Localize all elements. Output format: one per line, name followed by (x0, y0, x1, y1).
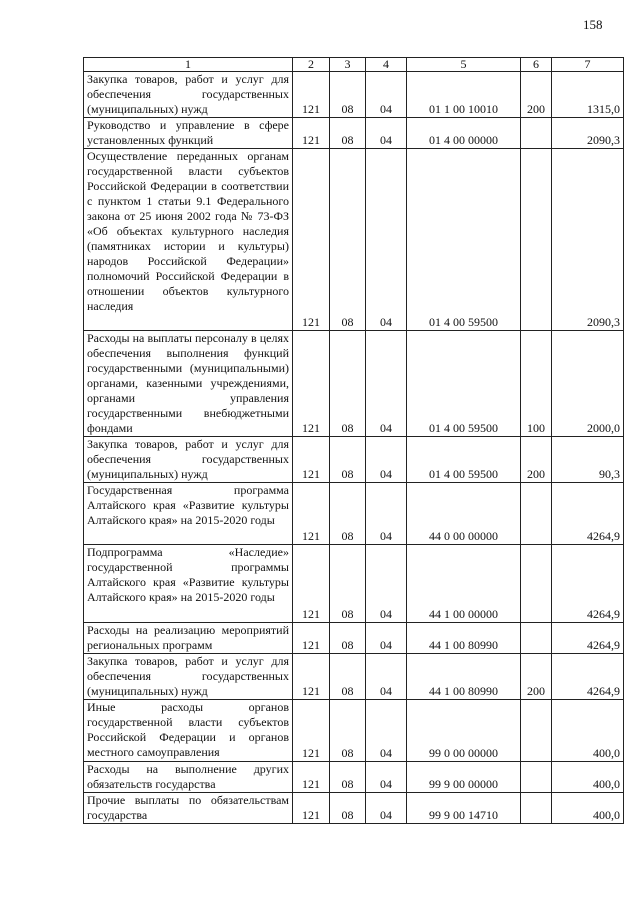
ministry-code-cell: 121 (293, 149, 330, 331)
section-code-cell: 08 (330, 793, 366, 824)
ministry-code-cell: 121 (293, 793, 330, 824)
page-number: 158 (583, 17, 603, 32)
row-name-cell: Расходы на выплаты персоналу в целях обеспечения выполнения функций государственными (муниципальными) органами, казенными учреждениями, органами управления государственными внебюджетными фондами (84, 331, 293, 437)
section-code-cell: 08 (330, 149, 366, 331)
subsection-code-cell: 04 (366, 545, 407, 623)
amount-cell: 400,0 (552, 700, 624, 762)
target-article-cell: 44 0 00 00000 (407, 483, 521, 545)
header-cell-4: 4 (366, 58, 407, 72)
amount-cell: 400,0 (552, 793, 624, 824)
budget-table (83, 57, 624, 824)
section-code-cell: 08 (330, 72, 366, 118)
row-name-cell: Прочие выплаты по обязательствам государства (84, 793, 293, 824)
expense-type-cell: 100 (521, 331, 552, 437)
expense-type-cell: 200 (521, 654, 552, 700)
target-article-cell: 44 1 00 80990 (407, 623, 521, 654)
target-article-cell: 44 1 00 00000 (407, 545, 521, 623)
table-row (84, 623, 624, 654)
amount-cell: 4264,9 (552, 545, 624, 623)
header-cell-3: 3 (330, 58, 366, 72)
target-article-cell: 01 4 00 59500 (407, 437, 521, 483)
expense-type-cell (521, 483, 552, 545)
expense-type-cell (521, 623, 552, 654)
expense-type-cell (521, 762, 552, 793)
target-article-cell: 01 4 00 00000 (407, 118, 521, 149)
row-name-cell: Осуществление переданных органам государственной власти субъектов Российской Федерации в соответствии с пунктом 1 статьи 9.1 Федерального закона от 25 июня 2002 года № 73-ФЗ «Об объектах культурного наследия (памятниках истории и культуры) народов Российской Федерации» полномочий Российской Федерации в отношении объектов культурного наследия (84, 149, 293, 331)
table-row (84, 72, 624, 118)
target-article-cell: 44 1 00 80990 (407, 654, 521, 700)
table-row (84, 331, 624, 437)
subsection-code-cell: 04 (366, 118, 407, 149)
table-row (84, 654, 624, 700)
expense-type-cell (521, 545, 552, 623)
section-code-cell: 08 (330, 623, 366, 654)
table-row (84, 437, 624, 483)
ministry-code-cell: 121 (293, 118, 330, 149)
header-cell-1: 1 (84, 58, 293, 72)
amount-cell: 1315,0 (552, 72, 624, 118)
expense-type-cell (521, 793, 552, 824)
amount-cell: 4264,9 (552, 623, 624, 654)
target-article-cell: 99 9 00 00000 (407, 762, 521, 793)
table-row (84, 545, 624, 623)
expense-type-cell (521, 118, 552, 149)
amount-cell: 400,0 (552, 762, 624, 793)
subsection-code-cell: 04 (366, 483, 407, 545)
table-row (84, 483, 624, 545)
subsection-code-cell: 04 (366, 654, 407, 700)
row-name-cell: Руководство и управление в сфере установленных функций (84, 118, 293, 149)
ministry-code-cell: 121 (293, 483, 330, 545)
subsection-code-cell: 04 (366, 331, 407, 437)
table-row (84, 700, 624, 762)
section-code-cell: 08 (330, 483, 366, 545)
ministry-code-cell: 121 (293, 331, 330, 437)
subsection-code-cell: 04 (366, 72, 407, 118)
ministry-code-cell: 121 (293, 623, 330, 654)
amount-cell: 4264,9 (552, 483, 624, 545)
amount-cell: 2090,3 (552, 118, 624, 149)
target-article-cell: 99 0 00 00000 (407, 700, 521, 762)
table-row (84, 149, 624, 331)
section-code-cell: 08 (330, 762, 366, 793)
row-name-cell: Расходы на выполнение других обязательств государства (84, 762, 293, 793)
ministry-code-cell: 121 (293, 654, 330, 700)
section-code-cell: 08 (330, 437, 366, 483)
target-article-cell: 01 4 00 59500 (407, 149, 521, 331)
subsection-code-cell: 04 (366, 149, 407, 331)
subsection-code-cell: 04 (366, 700, 407, 762)
section-code-cell: 08 (330, 700, 366, 762)
row-name-cell: Закупка товаров, работ и услуг для обеспечения государственных (муниципальных) нужд (84, 72, 293, 118)
row-name-cell: Расходы на реализацию мероприятий региональных программ (84, 623, 293, 654)
header-cell-7: 7 (552, 58, 624, 72)
header-row (84, 58, 624, 72)
section-code-cell: 08 (330, 331, 366, 437)
table-row (84, 793, 624, 824)
amount-cell: 2000,0 (552, 331, 624, 437)
expense-type-cell: 200 (521, 437, 552, 483)
row-name-cell: Закупка товаров, работ и услуг для обеспечения государственных (муниципальных) нужд (84, 437, 293, 483)
expense-type-cell (521, 149, 552, 331)
ministry-code-cell: 121 (293, 72, 330, 118)
subsection-code-cell: 04 (366, 762, 407, 793)
expense-type-cell (521, 700, 552, 762)
subsection-code-cell: 04 (366, 623, 407, 654)
subsection-code-cell: 04 (366, 437, 407, 483)
table-row (84, 762, 624, 793)
ministry-code-cell: 121 (293, 762, 330, 793)
table-row (84, 118, 624, 149)
target-article-cell: 01 4 00 59500 (407, 331, 521, 437)
ministry-code-cell: 121 (293, 700, 330, 762)
ministry-code-cell: 121 (293, 545, 330, 623)
subsection-code-cell: 04 (366, 793, 407, 824)
row-name-cell: Иные расходы органов государственной власти субъектов Российской Федерации и органов местного самоуправления (84, 700, 293, 762)
section-code-cell: 08 (330, 118, 366, 149)
target-article-cell: 01 1 00 10010 (407, 72, 521, 118)
amount-cell: 2090,3 (552, 149, 624, 331)
row-name-cell: Государственная программа Алтайского края «Развитие культуры Алтайского края» на 2015-2020 годы (84, 483, 293, 545)
header-cell-6: 6 (521, 58, 552, 72)
expense-type-cell: 200 (521, 72, 552, 118)
section-code-cell: 08 (330, 545, 366, 623)
ministry-code-cell: 121 (293, 437, 330, 483)
section-code-cell: 08 (330, 654, 366, 700)
header-cell-5: 5 (407, 58, 521, 72)
amount-cell: 90,3 (552, 437, 624, 483)
target-article-cell: 99 9 00 14710 (407, 793, 521, 824)
header-cell-2: 2 (293, 58, 330, 72)
row-name-cell: Закупка товаров, работ и услуг для обеспечения государственных (муниципальных) нужд (84, 654, 293, 700)
row-name-cell: Подпрограмма «Наследие» государственной программы Алтайского края «Развитие культуры Алтайского края» на 2015-2020 годы (84, 545, 293, 623)
amount-cell: 4264,9 (552, 654, 624, 700)
